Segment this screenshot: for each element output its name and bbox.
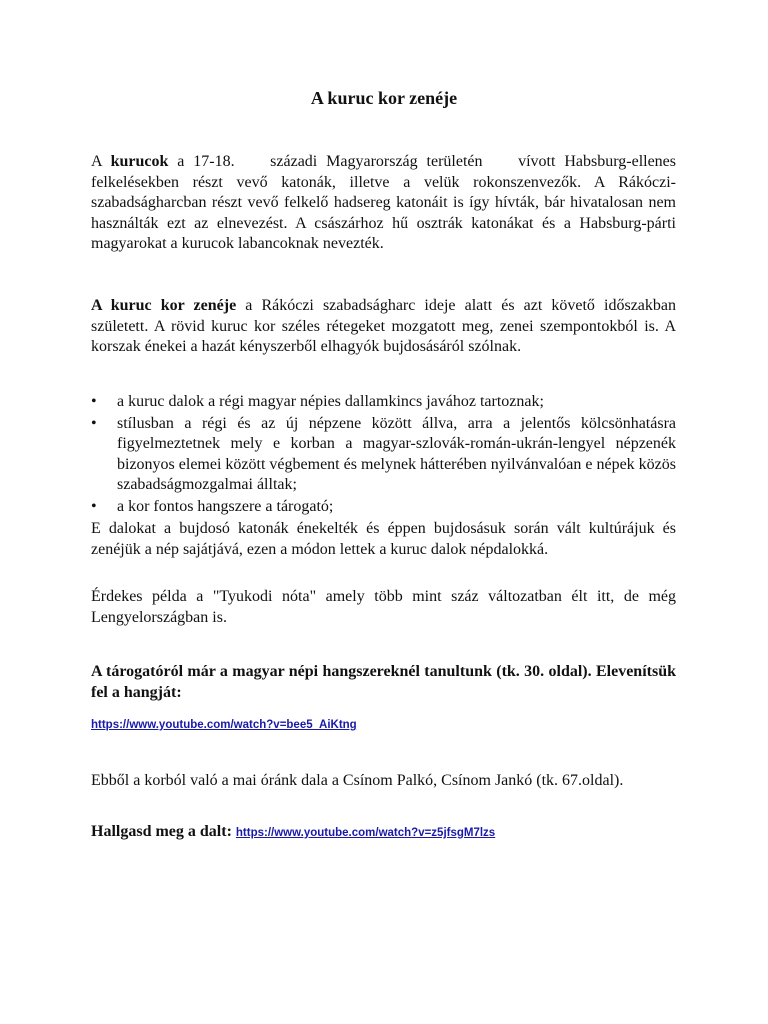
list-item: [91, 414, 676, 496]
paragraph-hallgasd: [91, 822, 676, 844]
youtube-link-song[interactable]: https://www.youtube.com/watch?v=z5jfsgM7lzs: [235, 827, 496, 839]
bullet-icon: •: [91, 414, 97, 432]
list-item-text: a kuruc dalok a régi magyar népies dallamkincs javához tartoznak;: [117, 393, 544, 410]
paragraph-tarogato: A tárogatóról már a magyar népi hangszereknél tanultunk (tk. 30. oldal). Elevenítsük fel a hangját:: [91, 663, 676, 701]
link-paragraph: [91, 715, 676, 733]
list-item-text: a kor fontos hangszere a tárogató;: [117, 497, 334, 515]
paragraph-body: a Rákóczi szabadságharc ideje alatt és azt követő időszakban született. A rövid kuruc kor széles rétegeket mozgatott meg, zenei szempontokból is. A korszak énekei a hazát kényszerből elhagyók bujdosásáról szólnak.: [91, 297, 676, 355]
listen-label: Hallgasd meg a dalt:: [91, 823, 236, 840]
paragraph-kurucok: [91, 152, 681, 255]
paragraph-csinom-palko: Ebből a korból való a mai óránk dala a Csínom Palkó, Csínom Jankó (tk. 67.oldal).: [91, 772, 624, 789]
youtube-link-tarogato[interactable]: https://www.youtube.com/watch?v=bee5_AiKtng: [91, 719, 357, 731]
list-item: [91, 392, 676, 413]
bullet-list: [91, 392, 676, 518]
term-kuruc-kor-zeneje: A kuruc kor zenéje: [91, 297, 237, 314]
bullet-icon: •: [91, 497, 97, 515]
paragraph-tyukodi-nota: Érdekes példa a "Tyukodi nóta" amely több mint száz változatban élt itt, de még Lengyelországban is.: [91, 588, 676, 626]
term-kurucok: kurucok: [110, 153, 169, 170]
paragraph-body: a 17-18. századi Magyarország területén vívott Habsburg-ellenes felkelésekben részt vevő katonák, illetve a velük rokonszenvezők. A Rákóczi-szabadságharcban részt vevő felkelő hadsereg katonáit is így hívták, bár hivatalosan nem használták ezt az elnevezést. A császárhoz hű osztrák katonákat és a Habsburg-párti magyarokat a kurucok labancoknak nevezték.: [91, 153, 681, 252]
paragraph-kuruc-kor-zeneje: [91, 296, 676, 358]
list-item-text: stílusban a régi és az új népzene között állva, arra a jelentős kölcsönhatásra figyelmeztetnek mely e korban a magyar-szlovák-román-ukrán-lengyel népzenék bizonyos elemei között végbement és melynek hátterében nyilvánvalóan e népek közös szabadságmozgalmai álltak;: [117, 414, 676, 493]
paragraph-lead: A: [91, 153, 111, 170]
page-title: A kuruc kor zenéje: [310, 88, 458, 108]
list-item: [91, 497, 676, 518]
paragraph-dalokat: E dalokat a bujdosó katonák énekelték és éppen bujdosásuk során vált kultúrájuk és zenéjük a nép sajátjává, ezen a módon lettek a kuruc dalok népdalokká.: [91, 520, 676, 558]
bullet-icon: •: [91, 393, 97, 410]
